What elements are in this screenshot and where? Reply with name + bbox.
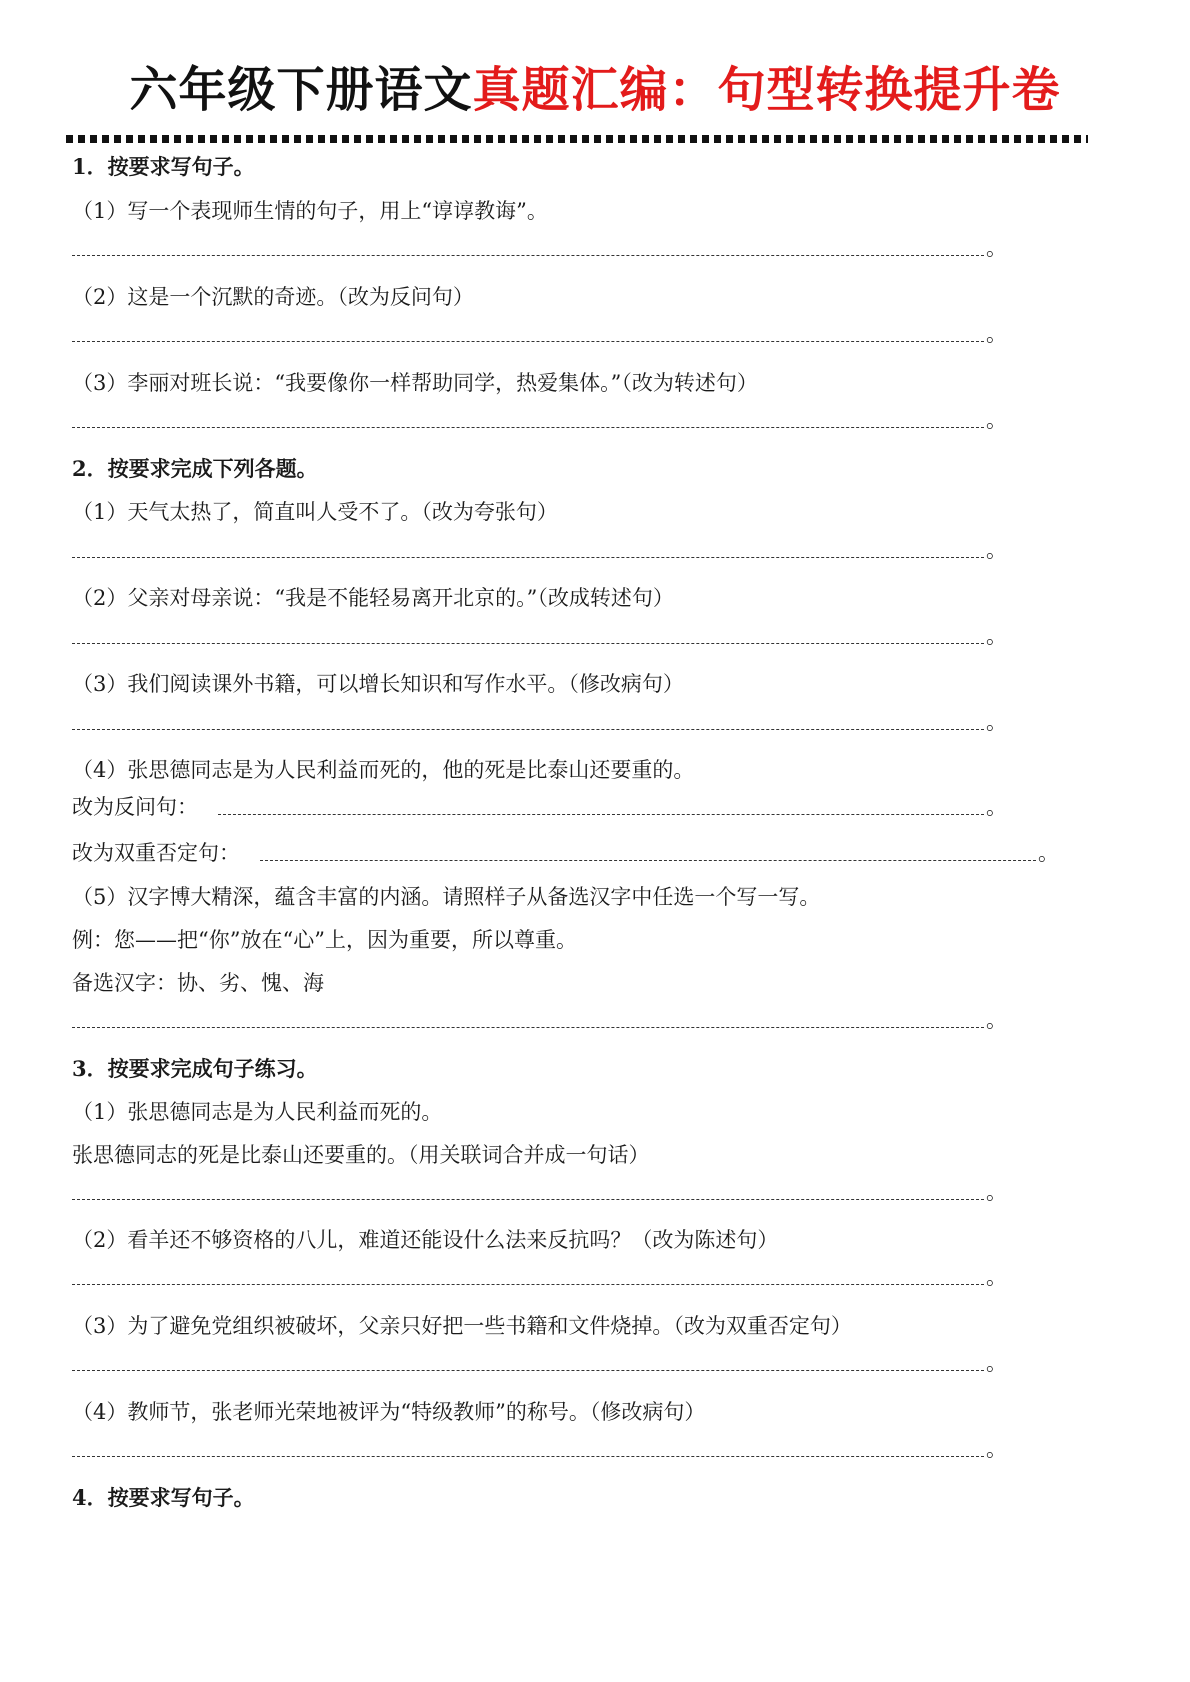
- q2-item-2-answer-line[interactable]: [72, 621, 1007, 651]
- q1-item-2: （2）这是一个沉默的奇迹。（改为反问句）: [72, 285, 474, 309]
- q2-item-3-answer-line[interactable]: [72, 707, 1007, 737]
- q1-item-1-answer-line[interactable]: [72, 233, 1007, 263]
- q2-item-5-candidates: 备选汉字：协、劣、愧、海: [72, 971, 324, 995]
- title-red-part: 真题汇编：句型转换提升卷: [472, 62, 1061, 118]
- answer-end-mark: 。: [986, 538, 1007, 562]
- q3-item-4-answer-line[interactable]: [72, 1434, 1007, 1464]
- answer-end-mark: 。: [986, 236, 1007, 260]
- q3-item-1-line-2: 张思德同志的死是比泰山还要重的。（用关联词合并成一句话）: [72, 1143, 650, 1167]
- q1-item-3: （3）李丽对班长说：“我要像你一样帮助同学，热爱集体。”（改为转述句）: [72, 371, 758, 395]
- double-negative-label: 改为双重否定句：: [72, 841, 240, 865]
- answer-dashed-line: [72, 255, 984, 256]
- answer-end-mark: 。: [986, 1437, 1007, 1461]
- q2-heading: 2．按要求完成下列各题。: [72, 456, 318, 481]
- page-title: [0, 58, 1190, 122]
- answer-end-mark: 。: [1038, 841, 1059, 865]
- answer-dashed-line: [72, 427, 984, 428]
- answer-dashed-line: [72, 729, 984, 730]
- answer-end-mark: 。: [986, 408, 1007, 432]
- answer-end-mark: 。: [986, 1351, 1007, 1375]
- answer-end-mark: 。: [986, 624, 1007, 648]
- q1-heading: 1．按要求写句子。: [72, 154, 255, 179]
- answer-end-mark: 。: [986, 1180, 1007, 1204]
- answer-dashed-line: [72, 1456, 984, 1457]
- q2-item-5: （5）汉字博大精深，蕴含丰富的内涵。请照样子从备选汉字中任选一个写一写。: [72, 885, 821, 909]
- answer-dashed-line: [260, 860, 1036, 861]
- q3-item-4: （4）教师节，张老师光荣地被评为“特级教师”的称号。（修改病句）: [72, 1400, 706, 1424]
- q1-item-3-answer-line[interactable]: [72, 405, 1007, 435]
- answer-end-mark: 。: [986, 795, 1007, 819]
- answer-end-mark: 。: [986, 1265, 1007, 1289]
- answer-dashed-line: [218, 814, 984, 815]
- q2-item-3: （3）我们阅读课外书籍，可以增长知识和写作水平。（修改病句）: [72, 672, 684, 696]
- title-black-part: 六年级下册语文: [129, 62, 473, 118]
- answer-dashed-line: [72, 557, 984, 558]
- q1-item-2-answer-line[interactable]: [72, 319, 1007, 349]
- q2-item-5-example: 例：您——把“你”放在“心”上，因为重要，所以尊重。: [72, 928, 577, 952]
- q3-item-2-answer-line[interactable]: [72, 1262, 1007, 1292]
- answer-dashed-line: [72, 341, 984, 342]
- q2-item-1: （1）天气太热了，简直叫人受不了。（改为夸张句）: [72, 500, 558, 524]
- answer-dashed-line: [72, 643, 984, 644]
- q2-item-1-answer-line[interactable]: [72, 535, 1007, 565]
- q2-item-5-answer-line[interactable]: [72, 1005, 1007, 1035]
- answer-dashed-line: [72, 1370, 984, 1371]
- q3-item-1-answer-line[interactable]: [72, 1177, 1007, 1207]
- title-dotted-divider: [66, 135, 1088, 143]
- q2-item-4-rhetorical-answer[interactable]: [72, 792, 1007, 822]
- q2-item-4-double-negative-answer[interactable]: [72, 838, 1059, 868]
- answer-dashed-line: [72, 1027, 984, 1028]
- q3-heading: 3．按要求完成句子练习。: [72, 1056, 318, 1081]
- q3-item-2: （2）看羊还不够资格的八儿，难道还能设什么法来反抗吗？（改为陈述句）: [72, 1228, 779, 1252]
- answer-end-mark: 。: [986, 710, 1007, 734]
- q2-item-4: （4）张思德同志是为人民利益而死的，他的死是比泰山还要重的。: [72, 758, 695, 782]
- answer-end-mark: 。: [986, 322, 1007, 346]
- q4-heading: 4．按要求写句子。: [72, 1485, 255, 1510]
- q3-item-1-line-1: （1）张思德同志是为人民利益而死的。: [72, 1100, 443, 1124]
- rhetorical-question-label: 改为反问句：: [72, 795, 198, 819]
- answer-dashed-line: [72, 1284, 984, 1285]
- q1-item-1: （1）写一个表现师生情的句子，用上“谆谆教诲”。: [72, 199, 548, 223]
- answer-end-mark: 。: [986, 1008, 1007, 1032]
- answer-dashed-line: [72, 1199, 984, 1200]
- q2-item-2: （2）父亲对母亲说：“我是不能轻易离开北京的。”（改成转述句）: [72, 586, 674, 610]
- q3-item-3: （3）为了避免党组织被破坏，父亲只好把一些书籍和文件烧掉。（改为双重否定句）: [72, 1314, 852, 1338]
- q3-item-3-answer-line[interactable]: [72, 1348, 1007, 1378]
